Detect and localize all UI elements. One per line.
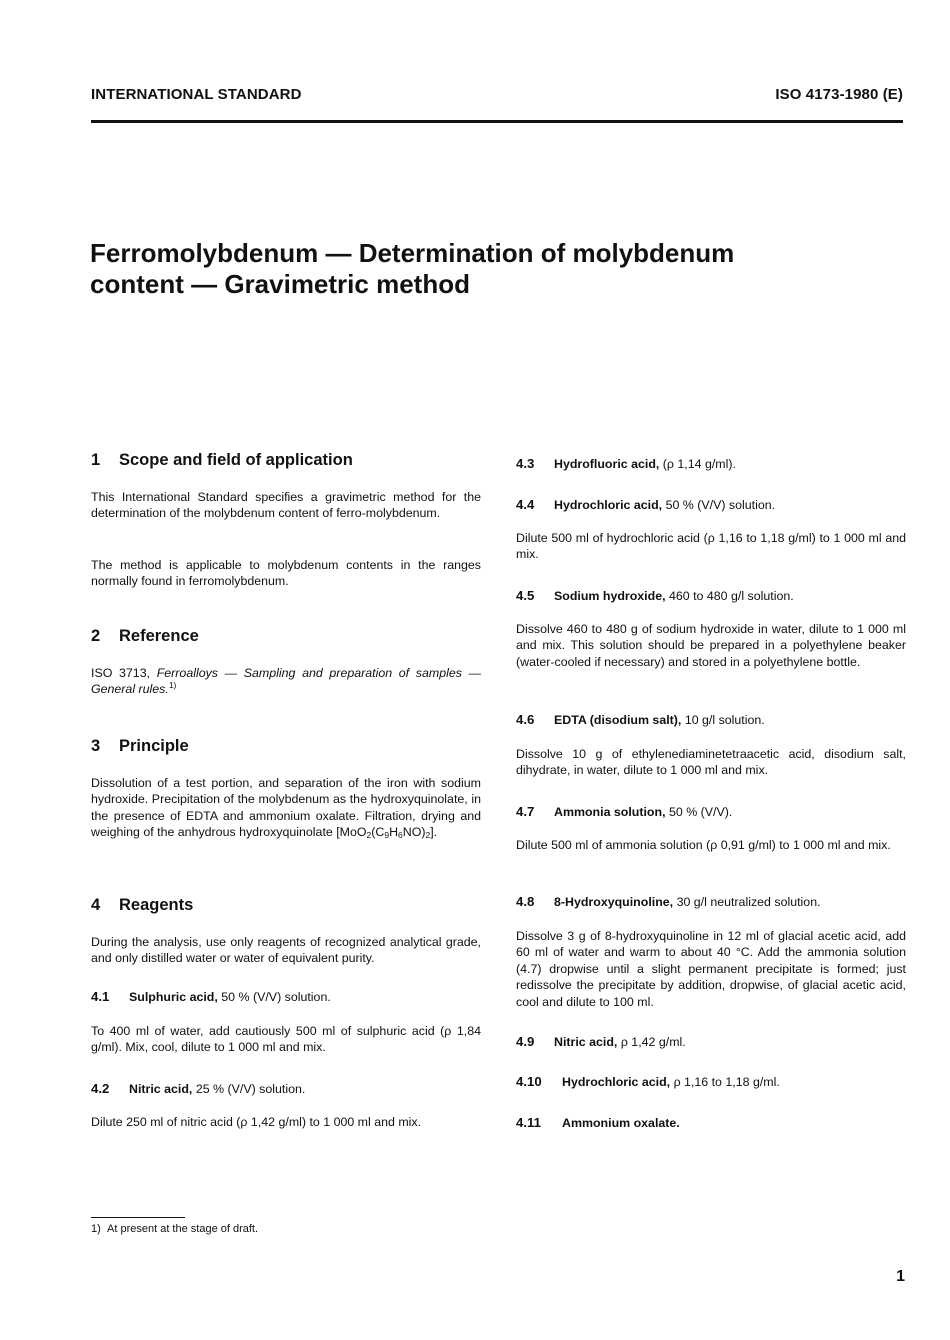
header-rule xyxy=(91,120,903,123)
chemical-formula: $[MoO_2(C_9H_6NO)_2]$. xyxy=(336,825,438,841)
reagent-4-9-heading: 4.9 Nitric acid, ρ 1,42 g/ml. xyxy=(516,1034,686,1049)
reagent-4-6-body: Dissolve 10 g of ethylenediaminetetraacetic acid, disodium salt, dihydrate, in water, dilute to 1 000 ml and mix. xyxy=(516,747,906,778)
reagent-4-7-body: Dilute 500 ml of ammonia solution (ρ 0,91 g/ml) to 1 000 ml and mix. xyxy=(516,838,891,852)
title-line-1: Ferromolybdenum — Determination of molybdenum xyxy=(90,238,735,268)
header-standard-number: ISO 4173-1980 (E) xyxy=(775,86,903,103)
reagent-4-2-heading: 4.2 Nitric acid, 25 % (V/V) solution. xyxy=(91,1081,306,1096)
reagent-4-11-heading: 4.11 Ammonium oxalate. xyxy=(516,1115,680,1130)
footnote: 1) At present at the stage of draft. xyxy=(91,1223,259,1235)
title-line-2: content — Gravimetric method xyxy=(90,269,470,299)
header-standard-type: INTERNATIONAL STANDARD xyxy=(91,86,302,103)
section-1-body-2 xyxy=(91,557,481,590)
section-1-heading: 1 Scope and field of application xyxy=(91,451,353,469)
section-1-para-1: This International Standard specifies a gravimetric method for the determination of the molybdenum content of ferro-molybdenum. xyxy=(91,490,481,521)
reagent-4-7-heading: 4.7 Ammonia solution, 50 % (V/V). xyxy=(516,804,733,819)
footnote-rule xyxy=(91,1217,185,1218)
footnote-marker: 1) xyxy=(168,680,177,691)
section-1-para-2: The method is applicable to molybdenum contents in the ranges normally found in ferromolybdenum. xyxy=(91,558,481,589)
section-1-body xyxy=(91,489,481,522)
section-3-body xyxy=(91,775,481,841)
reagent-4-4-body: Dilute 500 ml of hydrochloric acid (ρ 1,16 to 1,18 g/ml) to 1 000 ml and mix. xyxy=(516,531,906,562)
reference-title: Ferroalloys — Sampling and preparation of samples — General rules. xyxy=(91,666,481,697)
document-title xyxy=(90,238,850,300)
section-4-heading: 4 Reagents xyxy=(91,896,194,914)
reagent-4-3-heading: 4.3 Hydrofluoric acid, (ρ 1,14 g/ml). xyxy=(516,456,736,471)
reagent-4-4-heading: 4.4 Hydrochloric acid, 50 % (V/V) solution. xyxy=(516,497,776,512)
section-3-heading: 3 Principle xyxy=(91,737,189,755)
reagent-4-1-heading: 4.1 Sulphuric acid, 50 % (V/V) solution. xyxy=(91,989,331,1004)
section-4-intro: During the analysis, use only reagents of recognized analytical grade, and only distilled water or water of equivalent purity. xyxy=(91,935,481,966)
reagent-4-5-body: Dissolve 460 to 480 g of sodium hydroxide in water, dilute to 1 000 ml and mix. This solution should be prepared in a polyethylene beaker (water-cooled if necessary) and stored in a polyethylene bottle. xyxy=(516,622,906,669)
reagent-4-6-heading: 4.6 EDTA (disodium salt), 10 g/l solution. xyxy=(516,712,765,727)
reagent-4-1-body: To 400 ml of water, add cautiously 500 ml of sulphuric acid (ρ 1,84 g/ml). Mix, cool, dilute to 1 000 ml and mix. xyxy=(91,1024,481,1055)
reagent-4-8-body: Dissolve 3 g of 8-hydroxyquinoline in 12 ml of glacial acetic acid, add 60 ml of water and warm to about 40 °C. Add the ammonia solution (4.7) dropwise until a slight permanent precipitate is formed; just redissolve the precipitate by addition, dropwise, of glacial acetic acid, cool and dilute to 100 ml. xyxy=(516,929,906,1009)
reagent-4-2-body: Dilute 250 ml of nitric acid (ρ 1,42 g/ml) to 1 000 ml and mix. xyxy=(91,1115,422,1129)
section-2-heading: 2 Reference xyxy=(91,627,199,645)
reference-entry: ISO 3713, Ferroalloys — Sampling and preparation of samples — General rules.$^{1)}$ xyxy=(91,666,481,697)
page-number: 1 xyxy=(896,1268,905,1285)
reagent-4-5-heading: 4.5 Sodium hydroxide, 460 to 480 g/l solution. xyxy=(516,588,794,603)
section-2-body xyxy=(91,665,481,698)
principle-paragraph: Dissolution of a test portion, and separation of the iron with sodium hydroxide. Precipitation of the molybdenum as the hydroxyquinolate, in the presence of EDTA and ammonium oxalate. Filtration, drying and weighing of the anhydrous hydroxyquinolate $[MoO_2(C_9H_6NO)_2]$. xyxy=(91,776,481,841)
reagent-4-8-heading: 4.8 8-Hydroxyquinoline, 30 g/l neutralized solution. xyxy=(516,894,821,909)
reagent-4-10-heading: 4.10 Hydrochloric acid, ρ 1,16 to 1,18 g/ml. xyxy=(516,1074,780,1089)
